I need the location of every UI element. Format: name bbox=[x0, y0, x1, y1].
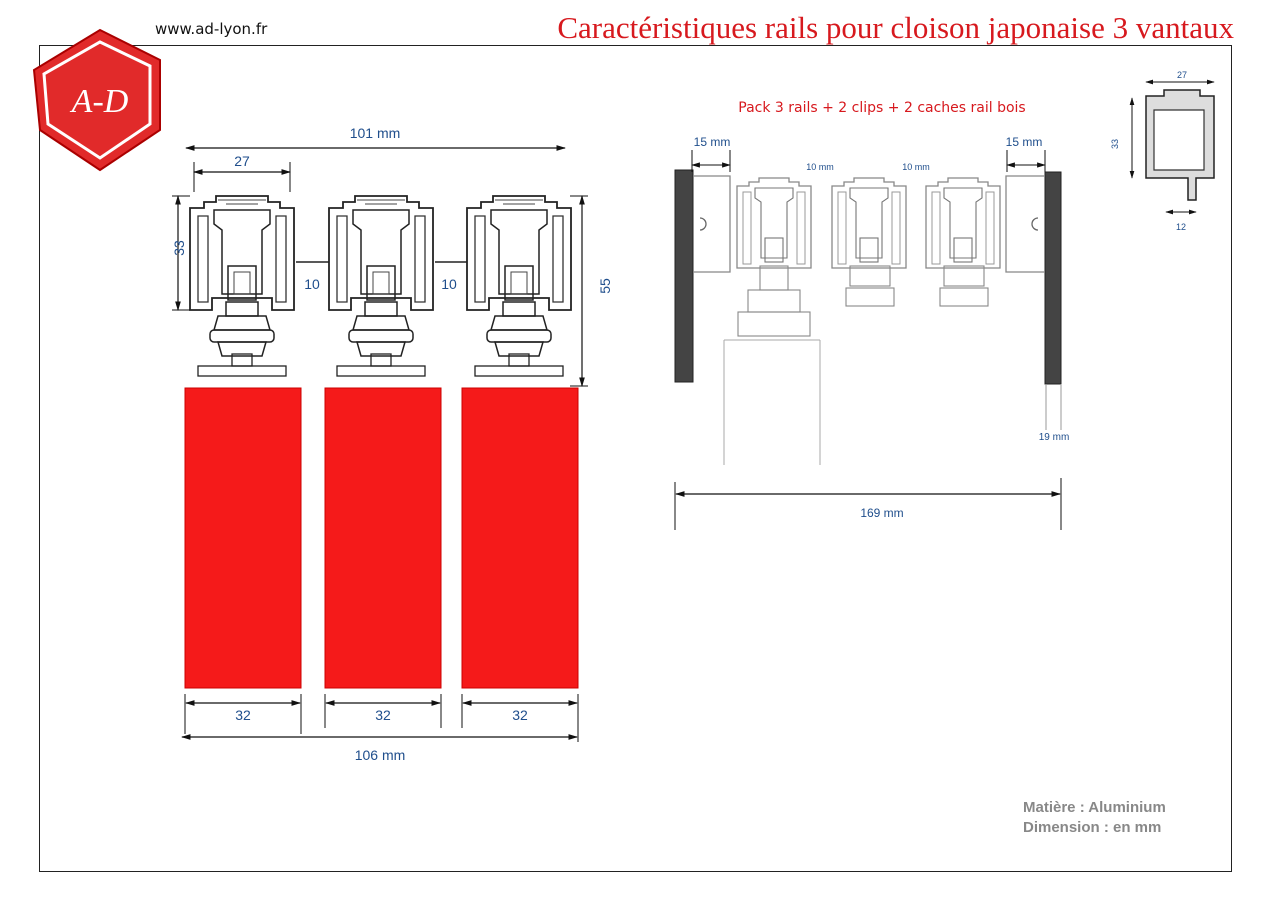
right-view bbox=[675, 100, 1069, 530]
dim-19mm: 19 mm bbox=[1038, 432, 1070, 443]
rail-assembly-1 bbox=[190, 196, 294, 376]
dim-10mm-2: 10 mm bbox=[902, 162, 930, 172]
pack-label: Pack 3 rails + 2 clips + 2 caches rail bois bbox=[738, 100, 1026, 116]
right-rail-1 bbox=[737, 178, 811, 268]
panel-1 bbox=[185, 388, 301, 688]
profile-view bbox=[1110, 70, 1214, 232]
logo bbox=[34, 30, 160, 170]
profile-dim-33: 33 bbox=[1110, 138, 1120, 150]
right-rail-3 bbox=[926, 178, 1000, 268]
dim-33: 33 bbox=[171, 240, 187, 256]
dim-32-1: 32 bbox=[235, 707, 251, 723]
left-cover bbox=[675, 170, 693, 382]
logo-text: A-D bbox=[71, 83, 129, 120]
profile-dim-27: 27 bbox=[1176, 70, 1188, 80]
right-cover bbox=[1045, 172, 1061, 384]
material-note: Matière : Aluminium bbox=[1023, 799, 1166, 816]
left-view bbox=[171, 125, 613, 763]
dim-15-left: 15 mm bbox=[693, 135, 731, 149]
panel-3 bbox=[462, 388, 578, 688]
dim-27: 27 bbox=[234, 153, 250, 169]
dim-106: 106 mm bbox=[354, 747, 406, 763]
rail-assembly-3 bbox=[467, 196, 571, 376]
dim-32-2: 32 bbox=[375, 707, 391, 723]
panel-2 bbox=[325, 388, 441, 688]
right-rail-2 bbox=[832, 178, 906, 268]
dim-gap-2: 10 bbox=[441, 276, 457, 292]
dim-55: 55 bbox=[597, 278, 613, 294]
profile-dim-12: 12 bbox=[1175, 222, 1187, 232]
dim-gap-1: 10 bbox=[304, 276, 320, 292]
page-title: Caractéristiques rails pour cloison japonaise 3 vantaux bbox=[557, 10, 1234, 45]
rail-assembly-2 bbox=[329, 196, 433, 376]
site-url[interactable]: www.ad-lyon.fr bbox=[155, 20, 268, 38]
dim-32-3: 32 bbox=[512, 707, 528, 723]
dim-169: 169 mm bbox=[860, 506, 904, 520]
dim-15-right: 15 mm bbox=[1005, 135, 1043, 149]
dim-101: 101 mm bbox=[349, 125, 401, 141]
dimension-note: Dimension : en mm bbox=[1023, 819, 1162, 836]
dim-10mm-1: 10 mm bbox=[806, 162, 834, 172]
